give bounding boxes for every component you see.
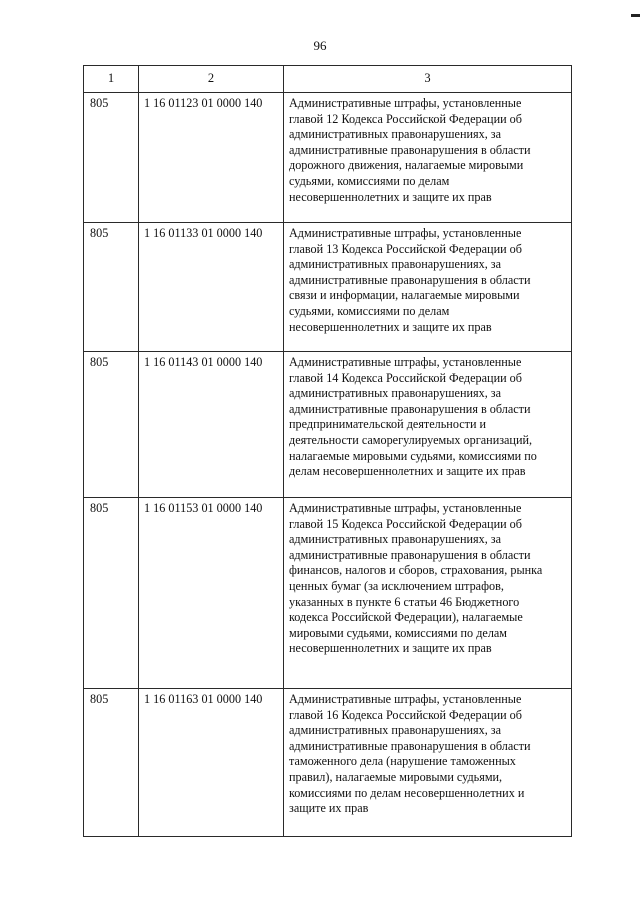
description-line: мировыми судьями, комиссиями по делам (289, 625, 508, 640)
description-line: предпринимательской деятельности и (289, 417, 487, 432)
table-body (84, 66, 572, 837)
description-line: главой 12 Кодекса Российской Федерации об (289, 111, 522, 126)
description-line: несовершеннолетних и защите их прав (289, 319, 492, 334)
admin-code-cell: 805 (84, 689, 139, 837)
description-cell (284, 689, 572, 837)
description-line: несовершеннолетних и защите их прав (289, 189, 492, 204)
description-line: несовершеннолетних и защите их прав (289, 641, 492, 656)
budget-code-cell: 1 16 01153 01 0000 140 (139, 498, 284, 689)
description-line: главой 14 Кодекса Российской Федерации об (289, 370, 522, 385)
description-line: административные правонарушения в области (289, 738, 531, 753)
page-number: 96 (313, 38, 327, 53)
budget-code-cell: 1 16 01133 01 0000 140 (139, 223, 284, 352)
budget-code-cell: 1 16 01123 01 0000 140 (139, 93, 284, 223)
header-col-2: 2 (139, 66, 284, 93)
description-line: главой 16 Кодекса Российской Федерации об (289, 707, 522, 722)
description-line: Административные штрафы, установленные (289, 501, 522, 515)
table-row (84, 689, 572, 837)
description-line: судьями, комиссиями по делам (289, 173, 450, 188)
description-line: указанных в пункте 6 статьи 46 Бюджетного (289, 594, 520, 609)
description-line: Административные штрафы, установленные (289, 692, 522, 706)
description-line: главой 13 Кодекса Российской Федерации об (289, 241, 522, 256)
table-row (84, 498, 572, 689)
table-header-row (84, 66, 572, 93)
description-line: кодекса Российской Федерации), налагаемые (289, 610, 523, 625)
description-line: Административные штрафы, установленные (289, 226, 522, 240)
description-line: главой 15 Кодекса Российской Федерации об (289, 516, 522, 531)
admin-code-cell: 805 (84, 352, 139, 498)
header-col-3: 3 (284, 66, 572, 93)
table-row (84, 93, 572, 223)
admin-code-cell: 805 (84, 498, 139, 689)
description-line: правил), налагаемые мировыми судьями, (289, 769, 503, 784)
admin-code-cell: 805 (84, 93, 139, 223)
description-cell (284, 498, 572, 689)
admin-code-cell: 805 (84, 223, 139, 352)
description-line: административных правонарушениях, за (289, 386, 502, 401)
description-cell (284, 93, 572, 223)
budget-code-cell: 1 16 01163 01 0000 140 (139, 689, 284, 837)
description-line: комиссиями по делам несовершеннолетних и (289, 785, 525, 800)
description-line: дорожного движения, налагаемые мировыми (289, 158, 524, 173)
description-line: административных правонарушениях, за (289, 127, 502, 142)
description-line: административных правонарушениях, за (289, 532, 502, 547)
description-line: административные правонарушения в области (289, 272, 531, 287)
description-line: Административные штрафы, установленные (289, 355, 522, 369)
header-col-1: 1 (84, 66, 139, 93)
budget-code-cell: 1 16 01143 01 0000 140 (139, 352, 284, 498)
budget-codes-table (83, 65, 572, 837)
description-line: делам несовершеннолетних и защите их прав (289, 464, 526, 479)
description-line: судьями, комиссиями по делам (289, 303, 450, 318)
table-row (84, 352, 572, 498)
description-line: защите их прав (289, 801, 369, 816)
description-line: финансов, налогов и сборов, страхования, рынка (289, 563, 543, 578)
description-line: административных правонарушениях, за (289, 723, 502, 738)
description-line: ценных бумаг (за исключением штрафов, (289, 578, 504, 593)
description-line: таможенного дела (нарушение таможенных (289, 754, 516, 769)
description-line: административных правонарушениях, за (289, 257, 502, 272)
description-line: налагаемые мировыми судьями, комиссиями по (289, 448, 537, 463)
description-line: деятельности саморегулируемых организаций, (289, 432, 533, 447)
table-row (84, 223, 572, 352)
description-line: административные правонарушения в области (289, 142, 531, 157)
description-cell (284, 223, 572, 352)
description-line: административные правонарушения в области (289, 401, 531, 416)
description-line: Административные штрафы, установленные (289, 96, 522, 110)
description-line: административные правонарушения в области (289, 547, 531, 562)
description-line: связи и информации, налагаемые мировыми (289, 288, 520, 303)
corner-mark (631, 14, 640, 17)
description-cell (284, 352, 572, 498)
